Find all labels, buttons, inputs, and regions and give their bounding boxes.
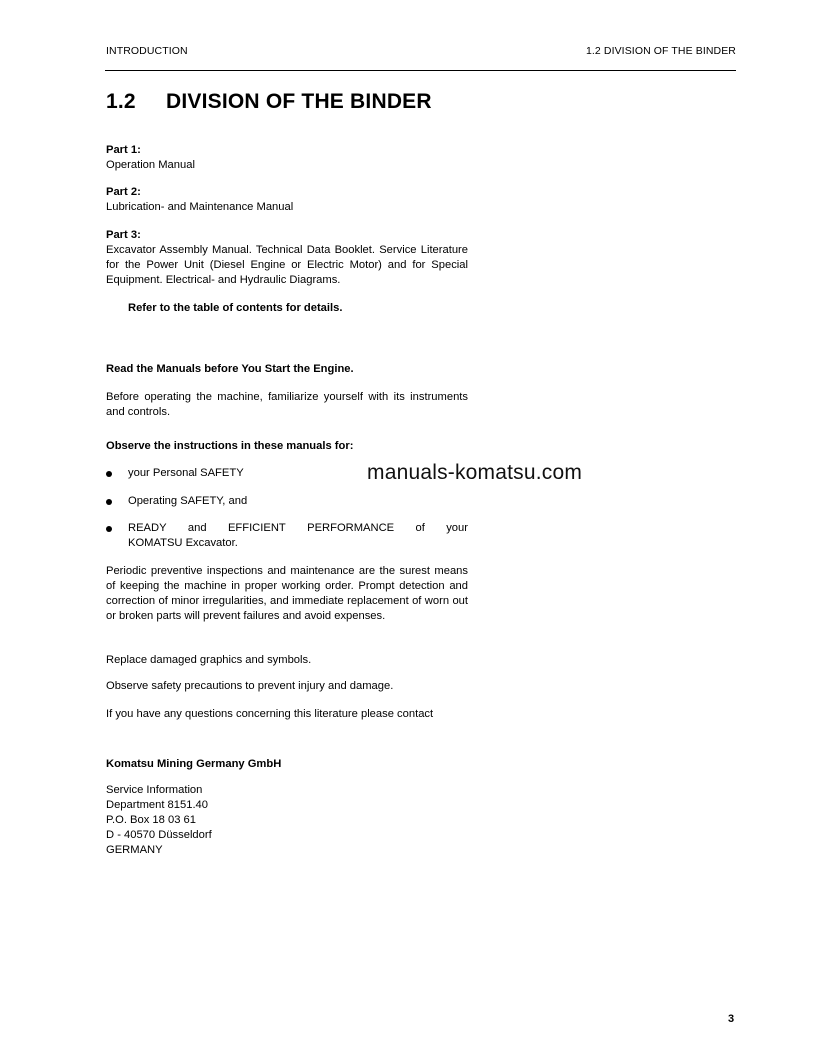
list-item-text: Operating SAFETY, and: [128, 495, 248, 507]
observe-heading: Observe the instructions in these manuals for:: [106, 440, 354, 452]
part-1: [106, 143, 468, 173]
bullet-icon: [106, 499, 112, 505]
list-item: [106, 494, 468, 509]
part-description: Excavator Assembly Manual. Technical Data Booklet. Service Literature for the Power Unit (Diesel Engine or Electric Motor) and for Special Equipment. Electrical- and Hydraulic Diagrams.: [106, 244, 468, 286]
list-item-text: READY and EFFICIENT PERFORMANCE of your KOMATSU Excavator.: [128, 522, 468, 549]
contact-address: [106, 783, 468, 858]
read-manuals-text: Before operating the machine, familiarize yourself with its instruments and controls.: [106, 391, 468, 418]
section-title-text: DIVISION OF THE BINDER: [166, 90, 432, 113]
list-item: [106, 521, 468, 551]
page-number: 3: [728, 1013, 735, 1025]
company-name: Komatsu Mining Germany GmbH: [106, 758, 282, 770]
running-head-chapter: INTRODUCTION: [106, 45, 188, 57]
page-title: [106, 90, 432, 114]
bullet-icon: [106, 471, 112, 477]
header-divider: [105, 70, 736, 71]
watermark-text: manuals-komatsu.com: [367, 461, 583, 484]
refer-note: Refer to the table of contents for details.: [128, 302, 343, 314]
address-line: D - 40570 Düsseldorf: [106, 829, 212, 841]
part-label: Part 1:: [106, 144, 141, 156]
section-number: 1.2: [106, 90, 136, 113]
list-item-text: your Personal SAFETY: [128, 467, 244, 479]
part-3: [106, 228, 468, 288]
maintenance-paragraph: Periodic preventive inspections and maintenance are the surest means of keeping the machine in proper working order. Prompt detection and correction of minor irregularities, and immediate replacement of worn out or broken parts will prevent failures and avoid expenses.: [106, 565, 468, 622]
bullet-icon: [106, 526, 112, 532]
part-2: [106, 185, 468, 215]
part-label: Part 2:: [106, 186, 141, 198]
address-line: Service Information: [106, 784, 203, 796]
address-line: GERMANY: [106, 844, 163, 856]
part-description: Lubrication- and Maintenance Manual: [106, 201, 294, 213]
graphics-paragraph: Replace damaged graphics and symbols.: [106, 654, 312, 666]
address-line: P.O. Box 18 03 61: [106, 814, 196, 826]
safety-paragraph: Observe safety precautions to prevent injury and damage.: [106, 680, 394, 692]
contact-paragraph: If you have any questions concerning this literature please contact: [106, 708, 434, 720]
part-label: Part 3:: [106, 229, 141, 241]
read-manuals-heading: Read the Manuals before You Start the Engine.: [106, 363, 354, 375]
address-line: Department 8151.40: [106, 799, 208, 811]
part-description: Operation Manual: [106, 159, 195, 171]
running-head-section: 1.2 DIVISION OF THE BINDER: [585, 45, 736, 57]
